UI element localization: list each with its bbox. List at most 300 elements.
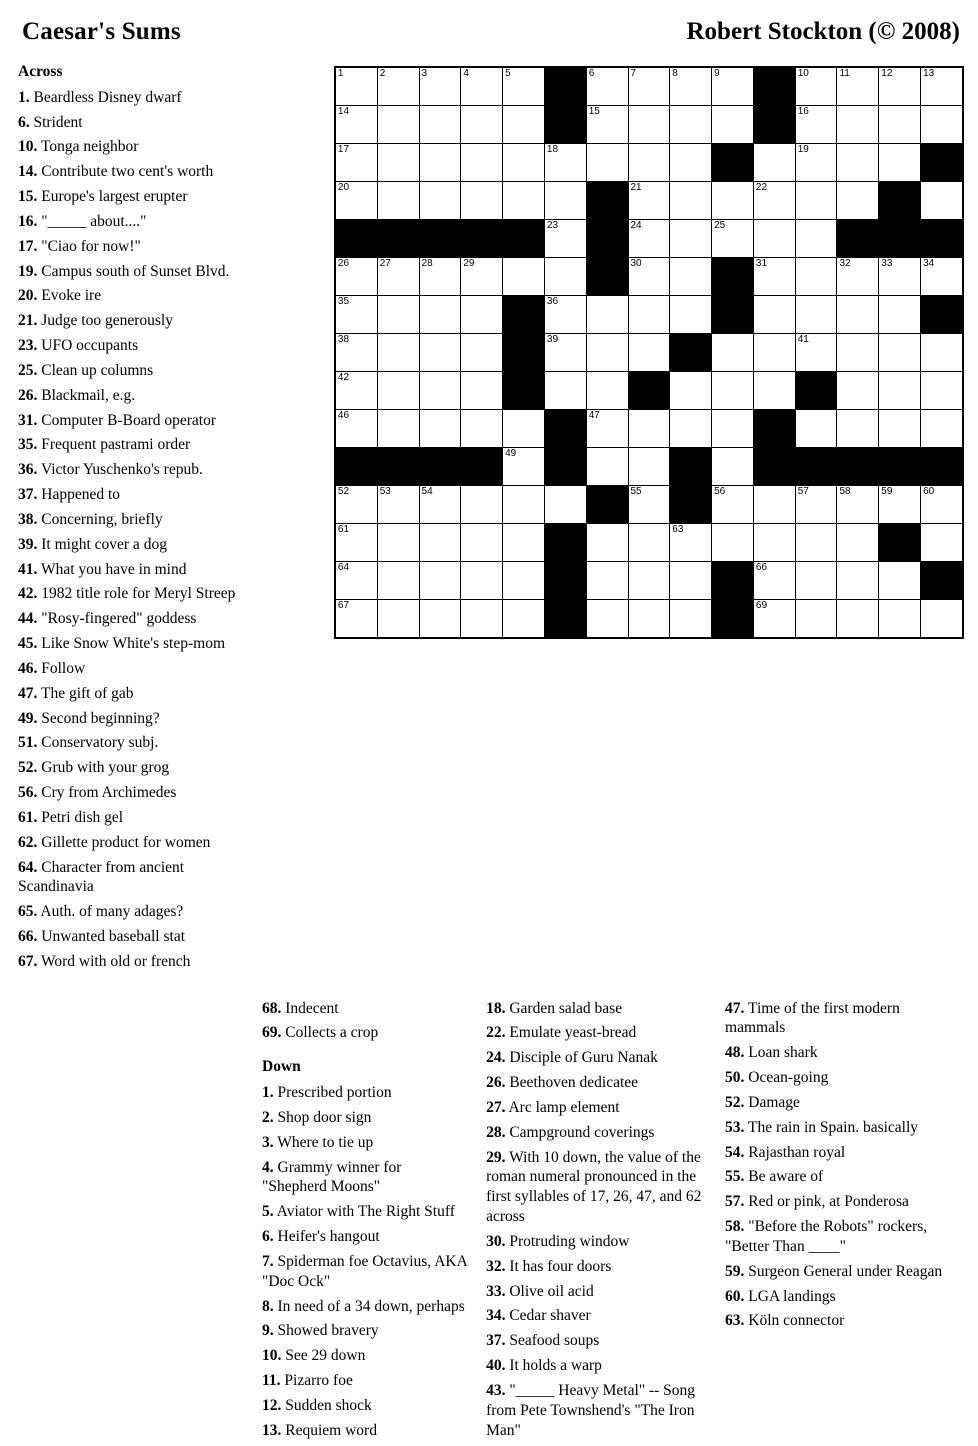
- grid-cell[interactable]: [628, 600, 670, 639]
- grid-cell[interactable]: [503, 600, 545, 639]
- grid-cell[interactable]: [753, 524, 795, 562]
- grid-cell-number: 8: [672, 68, 678, 79]
- clue-text: What you have in mind: [37, 560, 187, 578]
- grid-cell[interactable]: [879, 410, 921, 448]
- grid-cell[interactable]: [795, 410, 837, 448]
- grid-cell-block: [921, 448, 963, 486]
- grid-cell[interactable]: [837, 106, 879, 144]
- grid-cell[interactable]: [461, 486, 503, 524]
- grid-cell[interactable]: [795, 106, 837, 144]
- clue-text: Protruding window: [505, 1232, 630, 1250]
- grid-cell[interactable]: [795, 144, 837, 182]
- grid-cell[interactable]: [921, 258, 963, 296]
- grid-cell[interactable]: [544, 372, 586, 410]
- upper-section: [18, 62, 964, 977]
- grid-cell-block: [544, 67, 586, 106]
- grid-cell[interactable]: [377, 600, 419, 639]
- grid-cell[interactable]: [712, 182, 754, 220]
- grid-cell[interactable]: [712, 410, 754, 448]
- grid-cell-block: [503, 220, 545, 258]
- grid-cell[interactable]: [837, 334, 879, 372]
- clue-text: Petri dish gel: [37, 808, 124, 826]
- clue-item: [486, 1381, 709, 1440]
- grid-cell-number: 38: [337, 334, 350, 345]
- grid-cell-block: [879, 220, 921, 258]
- grid-cell[interactable]: [377, 67, 419, 106]
- grid-cell[interactable]: [795, 562, 837, 600]
- grid-cell[interactable]: [795, 600, 837, 639]
- grid-cell[interactable]: [461, 524, 503, 562]
- grid-cell[interactable]: [921, 600, 963, 639]
- clue-number: 54.: [725, 1143, 745, 1161]
- grid-cell[interactable]: [670, 562, 712, 600]
- clue-item: [486, 1282, 709, 1302]
- grid-cell[interactable]: [921, 67, 963, 106]
- clue-number: 67.: [18, 952, 38, 970]
- grid-cell[interactable]: [335, 182, 377, 220]
- clue-text: Unwanted baseball stat: [37, 927, 186, 945]
- across-heading: Across: [18, 63, 63, 80]
- grid-cell[interactable]: [921, 486, 963, 524]
- grid-cell[interactable]: [335, 562, 377, 600]
- clue-item: [725, 999, 948, 1039]
- grid-cell[interactable]: [461, 410, 503, 448]
- clue-number: 1.: [262, 1084, 274, 1102]
- grid-cell-block: [335, 448, 377, 486]
- clue-text: The rain in Spain. basically: [744, 1118, 919, 1136]
- clue-item: [18, 212, 249, 232]
- clue-number: 28.: [486, 1123, 506, 1141]
- grid-cell[interactable]: [544, 220, 586, 258]
- grid-cell-number: 3: [421, 68, 428, 79]
- grid-cell[interactable]: [879, 144, 921, 182]
- grid-cell[interactable]: [461, 334, 503, 372]
- grid-cell[interactable]: [503, 144, 545, 182]
- grid-cell[interactable]: [837, 182, 879, 220]
- clue-number: 21.: [18, 312, 38, 330]
- grid-cell-number: 2: [379, 68, 386, 79]
- grid-cell[interactable]: [503, 182, 545, 220]
- grid-cell[interactable]: [670, 67, 712, 106]
- grid-cell[interactable]: [837, 562, 879, 600]
- grid-cell[interactable]: [419, 334, 461, 372]
- clue-number: 57.: [725, 1193, 745, 1211]
- grid-row: [335, 448, 963, 486]
- grid-cell[interactable]: [628, 486, 670, 524]
- grid-cell-block: [670, 334, 712, 372]
- clue-item: [18, 88, 249, 108]
- grid-cell[interactable]: [670, 296, 712, 334]
- grid-cell[interactable]: [712, 67, 754, 106]
- grid-cell[interactable]: [544, 486, 586, 524]
- grid-cell[interactable]: [921, 334, 963, 372]
- grid-cell[interactable]: [628, 106, 670, 144]
- grid-cell[interactable]: [503, 448, 545, 486]
- crossword-grid[interactable]: [334, 66, 964, 639]
- clue-item: [18, 237, 249, 257]
- grid-cell[interactable]: [879, 106, 921, 144]
- grid-cell[interactable]: [670, 600, 712, 639]
- clue-text: Clean up columns: [37, 361, 154, 379]
- clue-number: 38.: [18, 510, 38, 528]
- grid-cell[interactable]: [335, 372, 377, 410]
- grid-cell[interactable]: [419, 410, 461, 448]
- grid-cell[interactable]: [335, 296, 377, 334]
- clue-number: 40.: [486, 1357, 506, 1375]
- grid-cell[interactable]: [712, 448, 754, 486]
- grid-cell[interactable]: [544, 334, 586, 372]
- clue-item: [725, 1262, 948, 1282]
- grid-cell[interactable]: [753, 562, 795, 600]
- clue-text: Concerning, briefly: [37, 510, 163, 528]
- grid-cell-block: [753, 67, 795, 106]
- grid-cell[interactable]: [503, 524, 545, 562]
- grid-cell[interactable]: [837, 258, 879, 296]
- grid-cell[interactable]: [419, 296, 461, 334]
- grid-cell[interactable]: [419, 600, 461, 639]
- grid-cell[interactable]: [837, 144, 879, 182]
- grid-cell[interactable]: [921, 106, 963, 144]
- clue-item: [18, 659, 249, 679]
- clue-text: It holds a warp: [505, 1357, 602, 1375]
- grid-cell-block: [753, 106, 795, 144]
- grid-cell-block: [586, 220, 628, 258]
- clue-text: Garden salad base: [505, 999, 623, 1017]
- grid-cell[interactable]: [544, 296, 586, 334]
- grid-cell[interactable]: [712, 106, 754, 144]
- clue-text: Cry from Archimedes: [37, 784, 177, 802]
- down-clue-list-2: [486, 999, 709, 1441]
- grid-cell-block: [712, 562, 754, 600]
- grid-cell-number: 60: [923, 486, 935, 497]
- grid-cell[interactable]: [795, 334, 837, 372]
- grid-cell[interactable]: [586, 372, 628, 410]
- clue-item: [486, 1148, 709, 1227]
- grid-cell[interactable]: [503, 410, 545, 448]
- grid-cell-number: 12: [881, 68, 893, 79]
- grid-cell[interactable]: [879, 562, 921, 600]
- grid-cell[interactable]: [628, 67, 670, 106]
- grid-cell[interactable]: [461, 106, 503, 144]
- grid-cell[interactable]: [586, 410, 628, 448]
- clue-column-3: [486, 999, 725, 1446]
- grid-cell[interactable]: [628, 448, 670, 486]
- clue-item: [725, 1143, 948, 1163]
- grid-cell[interactable]: [837, 410, 879, 448]
- grid-cell[interactable]: [335, 410, 377, 448]
- grid-cell[interactable]: [712, 220, 754, 258]
- grid-cell[interactable]: [377, 486, 419, 524]
- clue-number: 39.: [18, 535, 38, 553]
- grid-cell[interactable]: [544, 258, 586, 296]
- grid-row: [335, 600, 963, 639]
- grid-cell[interactable]: [335, 334, 377, 372]
- grid-cell[interactable]: [670, 106, 712, 144]
- grid-cell[interactable]: [670, 182, 712, 220]
- grid-cell[interactable]: [879, 258, 921, 296]
- grid-cell[interactable]: [419, 182, 461, 220]
- grid-cell[interactable]: [377, 334, 419, 372]
- clue-item: [262, 1297, 470, 1317]
- grid-cell[interactable]: [335, 106, 377, 144]
- clue-number: 47.: [725, 999, 745, 1017]
- grid-cell[interactable]: [837, 524, 879, 562]
- clue-number: 34.: [486, 1307, 506, 1325]
- grid-cell[interactable]: [586, 562, 628, 600]
- grid-cell[interactable]: [837, 600, 879, 639]
- grid-cell[interactable]: [670, 220, 712, 258]
- clue-text: Judge too generously: [37, 312, 173, 330]
- grid-cell[interactable]: [795, 258, 837, 296]
- grid-cell[interactable]: [377, 182, 419, 220]
- clue-item: [18, 609, 249, 629]
- grid-cell[interactable]: [670, 410, 712, 448]
- clue-number: 52.: [18, 759, 38, 777]
- grid-cell[interactable]: [586, 67, 628, 106]
- grid-cell[interactable]: [753, 182, 795, 220]
- grid-cell[interactable]: [461, 182, 503, 220]
- clue-text: Ocean-going: [744, 1069, 829, 1087]
- clue-item: [18, 460, 249, 480]
- grid-cell[interactable]: [503, 67, 545, 106]
- grid-row: [335, 486, 963, 524]
- grid-cell[interactable]: [377, 524, 419, 562]
- clue-item: [18, 709, 249, 729]
- grid-cell-block: [503, 296, 545, 334]
- grid-cell[interactable]: [377, 106, 419, 144]
- grid-cell[interactable]: [879, 600, 921, 639]
- clue-number: 19.: [18, 262, 38, 280]
- grid-cell[interactable]: [419, 144, 461, 182]
- grid-cell[interactable]: [544, 182, 586, 220]
- grid-cell-number: 4: [463, 68, 469, 79]
- grid-cell[interactable]: [712, 486, 754, 524]
- grid-cell[interactable]: [628, 562, 670, 600]
- grid-cell[interactable]: [377, 562, 419, 600]
- grid-cell[interactable]: [837, 296, 879, 334]
- grid-cell[interactable]: [921, 182, 963, 220]
- grid-cell[interactable]: [712, 524, 754, 562]
- grid-cell-number: 24: [630, 220, 642, 231]
- clue-text: Frequent pastrami order: [37, 436, 191, 454]
- grid-cell[interactable]: [503, 258, 545, 296]
- grid-cell[interactable]: [377, 410, 419, 448]
- grid-cell[interactable]: [670, 258, 712, 296]
- grid-cell[interactable]: [419, 67, 461, 106]
- grid-cell-block: [377, 220, 419, 258]
- grid-cell[interactable]: [461, 562, 503, 600]
- clue-text: Strident: [29, 113, 83, 131]
- grid-cell[interactable]: [628, 182, 670, 220]
- grid-cell[interactable]: [795, 67, 837, 106]
- grid-cell[interactable]: [795, 182, 837, 220]
- grid-cell[interactable]: [377, 296, 419, 334]
- grid-cell-block: [503, 334, 545, 372]
- grid-cell[interactable]: [795, 220, 837, 258]
- grid-cell[interactable]: [753, 372, 795, 410]
- clue-text: Evoke ire: [37, 287, 102, 305]
- grid-cell[interactable]: [753, 144, 795, 182]
- grid-cell[interactable]: [712, 372, 754, 410]
- grid-cell[interactable]: [795, 524, 837, 562]
- clue-text: Köln connector: [744, 1312, 845, 1330]
- grid-cell[interactable]: [335, 486, 377, 524]
- grid-cell[interactable]: [586, 144, 628, 182]
- grid-cell[interactable]: [419, 562, 461, 600]
- grid-cell[interactable]: [670, 524, 712, 562]
- grid-cell[interactable]: [419, 486, 461, 524]
- clue-number: 13.: [262, 1421, 282, 1439]
- grid-cell[interactable]: [461, 372, 503, 410]
- grid-cell[interactable]: [879, 486, 921, 524]
- grid-cell-number: 46: [337, 410, 350, 421]
- clue-number: 65.: [18, 903, 38, 921]
- grid-cell[interactable]: [628, 410, 670, 448]
- grid-cell[interactable]: [586, 296, 628, 334]
- clue-number: 59.: [725, 1262, 745, 1280]
- grid-cell[interactable]: [628, 296, 670, 334]
- down-clue-list-3: [725, 999, 948, 1332]
- grid-cell[interactable]: [753, 220, 795, 258]
- grid-cell[interactable]: [377, 258, 419, 296]
- grid-cell[interactable]: [461, 144, 503, 182]
- grid-cell[interactable]: [461, 296, 503, 334]
- grid-cell[interactable]: [795, 296, 837, 334]
- grid-cell[interactable]: [753, 486, 795, 524]
- clue-number: 15.: [18, 188, 38, 206]
- grid-cell-block: [628, 372, 670, 410]
- grid-cell[interactable]: [335, 600, 377, 639]
- grid-cell[interactable]: [628, 524, 670, 562]
- clue-item: [262, 1321, 470, 1341]
- clue-item: [18, 783, 249, 803]
- grid-cell[interactable]: [879, 372, 921, 410]
- clue-item: [486, 1048, 709, 1068]
- clue-text: See 29 down: [281, 1347, 366, 1365]
- grid-cell-number: 67: [337, 600, 350, 611]
- grid-cell[interactable]: [419, 524, 461, 562]
- grid-cell[interactable]: [921, 524, 963, 562]
- grid-cell[interactable]: [335, 144, 377, 182]
- clue-text: Spiderman foe Octavius, AKA "Doc Ock": [262, 1252, 467, 1290]
- clue-item: [18, 858, 249, 898]
- grid-cell[interactable]: [753, 296, 795, 334]
- across-clue-list-1: [18, 88, 249, 972]
- grid-cell[interactable]: [837, 372, 879, 410]
- grid-cell[interactable]: [586, 106, 628, 144]
- clue-item: [18, 137, 249, 157]
- clue-item: [18, 187, 249, 207]
- grid-cell[interactable]: [377, 372, 419, 410]
- grid-row: [335, 372, 963, 410]
- grid-cell-number: 27: [379, 258, 391, 269]
- grid-cell-number: 17: [337, 144, 350, 155]
- grid-cell[interactable]: [628, 334, 670, 372]
- grid-cell[interactable]: [753, 334, 795, 372]
- clue-item: [18, 733, 249, 753]
- clue-text: Grammy winner for "Shepherd Moons": [262, 1158, 402, 1196]
- grid-cell[interactable]: [419, 258, 461, 296]
- grid-cell-number: 41: [797, 334, 809, 345]
- grid-cell-number: 63: [672, 524, 684, 535]
- clue-text: Grub with your grog: [37, 759, 170, 777]
- grid-cell[interactable]: [712, 334, 754, 372]
- grid-cell[interactable]: [586, 600, 628, 639]
- grid-cell[interactable]: [628, 258, 670, 296]
- grid-cell[interactable]: [921, 372, 963, 410]
- clue-number: 60.: [725, 1287, 745, 1305]
- grid-cell[interactable]: [419, 372, 461, 410]
- grid-cell[interactable]: [628, 144, 670, 182]
- grid-cell-number: 36: [546, 296, 559, 307]
- clue-number: 48.: [725, 1044, 745, 1062]
- grid-cell-number: 69: [755, 600, 768, 611]
- grid-cell-block: [586, 486, 628, 524]
- grid-cell[interactable]: [335, 258, 377, 296]
- grid-cell[interactable]: [921, 410, 963, 448]
- grid-cell[interactable]: [837, 486, 879, 524]
- grid-cell[interactable]: [461, 258, 503, 296]
- clue-text: Sudden shock: [281, 1396, 372, 1414]
- grid-cell[interactable]: [461, 67, 503, 106]
- clue-text: Campus south of Sunset Blvd.: [37, 262, 230, 280]
- grid-cell[interactable]: [670, 144, 712, 182]
- clue-number: 56.: [18, 784, 38, 802]
- clue-text: Damage: [744, 1093, 800, 1111]
- grid-cell-block: [586, 258, 628, 296]
- grid-cell[interactable]: [377, 144, 419, 182]
- clue-item: [18, 535, 249, 555]
- clue-item: [18, 510, 249, 530]
- grid-cell-number: 26: [337, 258, 350, 269]
- grid-cell[interactable]: [753, 258, 795, 296]
- grid-cell[interactable]: [586, 524, 628, 562]
- grid-cell[interactable]: [503, 486, 545, 524]
- grid-cell[interactable]: [335, 524, 377, 562]
- grid-cell-number: 39: [546, 334, 559, 345]
- grid-cell[interactable]: [670, 372, 712, 410]
- grid-cell[interactable]: [879, 296, 921, 334]
- grid-cell[interactable]: [544, 144, 586, 182]
- grid-row: [335, 67, 963, 106]
- grid-cell-number: 18: [546, 144, 559, 155]
- grid-cell[interactable]: [503, 562, 545, 600]
- grid-cell-block: [837, 220, 879, 258]
- grid-cell[interactable]: [586, 334, 628, 372]
- grid-cell[interactable]: [795, 486, 837, 524]
- clue-item: [725, 1311, 948, 1331]
- grid-cell[interactable]: [461, 600, 503, 639]
- grid-cell[interactable]: [879, 67, 921, 106]
- clue-item: [262, 1396, 470, 1416]
- grid-cell[interactable]: [335, 67, 377, 106]
- grid-cell-number: 64: [337, 562, 350, 573]
- grid-row: [335, 410, 963, 448]
- clue-item: [18, 162, 249, 182]
- grid-cell[interactable]: [879, 334, 921, 372]
- grid-cell[interactable]: [837, 67, 879, 106]
- grid-cell[interactable]: [586, 448, 628, 486]
- grid-cell[interactable]: [503, 106, 545, 144]
- grid-cell[interactable]: [419, 106, 461, 144]
- grid-cell-block: [335, 220, 377, 258]
- clue-item: [486, 1123, 709, 1143]
- clue-text: It has four doors: [505, 1257, 612, 1275]
- clue-item: [18, 684, 249, 704]
- grid-cell[interactable]: [628, 220, 670, 258]
- grid-cell[interactable]: [753, 600, 795, 639]
- clue-number: 37.: [486, 1332, 506, 1350]
